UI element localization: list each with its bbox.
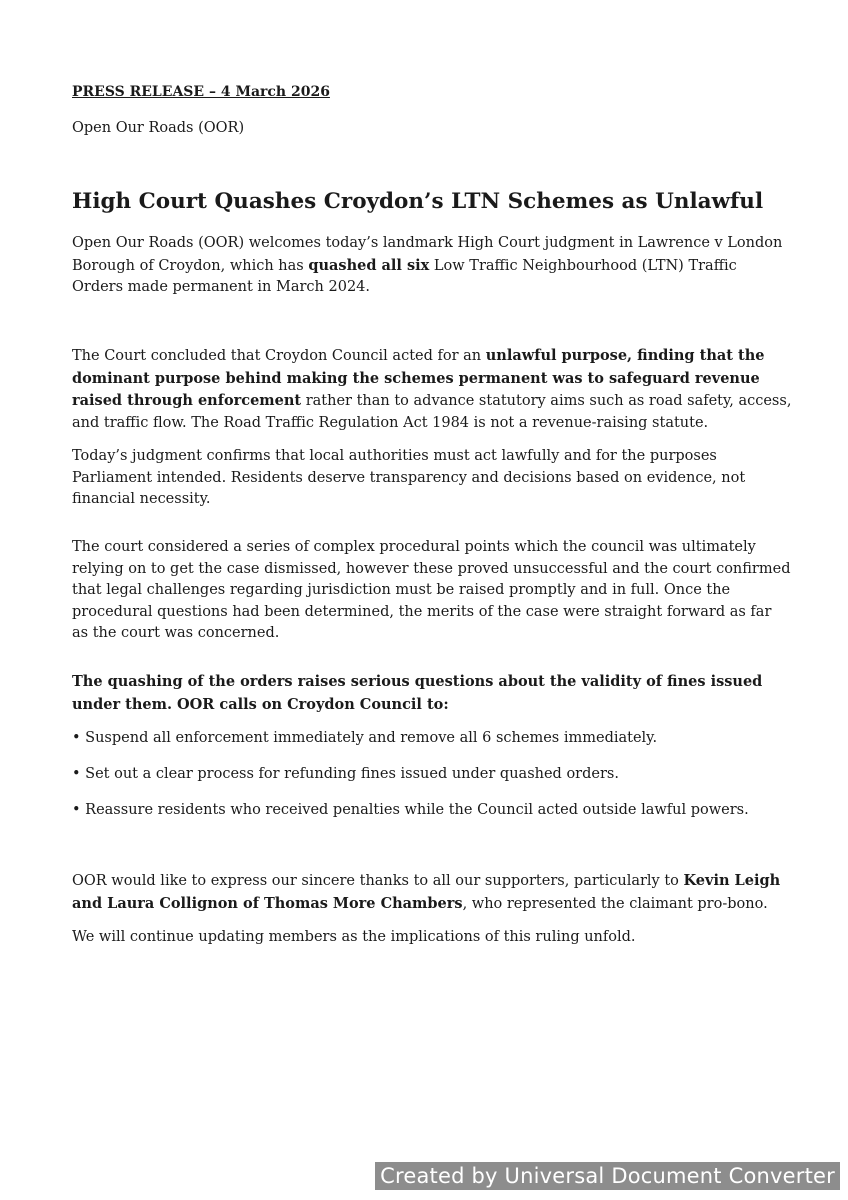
organisation-name: Open Our Roads (OOR) (72, 120, 245, 136)
thanks-paragraph (72, 870, 792, 915)
converter-watermark: Created by Universal Document Converter (375, 1162, 840, 1190)
calls-on-council-paragraph (72, 671, 792, 716)
procedural-points-paragraph: The court considered a series of complex procedural points which the council was ultimately relying on to get the case dismissed, however these proved unsuccessful and the court confirmed that legal challenges regarding jurisdiction must be raised promptly and in full. Once the procedural questions had been determined, the merits of the case were straight forward as far as the court was concerned. (72, 539, 791, 641)
conclusion-text-b: rather than to advance statutory aims such as road safety, access, and traffic flow. The Road Traffic Regulation Act 1984 is not a revenue-raising statute. (72, 393, 792, 431)
thanks-text-bold: Kevin Leigh and Laura Collignon of Thomas More Chambers (72, 872, 781, 912)
conclusion-text-bold: unlawful purpose, finding that the dominant purpose behind making the schemes permanent was to safeguard revenue raised through enforcement (72, 347, 765, 409)
closing-paragraph: We will continue updating members as the implications of this ruling unfold. (72, 929, 636, 945)
intro-text-b: Low Traffic Neighbourhood (LTN) Traffic Orders made permanent in March 2024. (72, 257, 737, 295)
court-conclusion-paragraph (72, 345, 792, 434)
intro-paragraph (72, 233, 792, 299)
judgment-confirms-paragraph: Today’s judgment confirms that local authorities must act lawfully and for the purposes Parliament intended. Residents deserve transparency and decisions based on evidence, not financial necessity. (72, 448, 746, 507)
press-release-date: PRESS RELEASE – 4 March 2026 (72, 84, 330, 100)
intro-text-a: Open Our Roads (OOR) welcomes today’s landmark High Court judgment in Lawrence v London Borough of Croydon, which has (72, 235, 783, 274)
thanks-text-b: , who represented the claimant pro-bono. (462, 895, 768, 912)
conclusion-text-a: The Court concluded that Croydon Council acted for an (72, 348, 486, 364)
bullet-item: • Reassure residents who received penalties while the Council acted outside lawful powers. (72, 802, 749, 818)
bullet-item: • Set out a clear process for refunding fines issued under quashed orders. (72, 766, 619, 782)
thanks-text-a: OOR would like to express our sincere thanks to all our supporters, particularly to (72, 873, 684, 889)
calls-on-council-text: The quashing of the orders raises serious questions about the validity of fines issued under them. OOR calls on Croydon Council to: (72, 673, 763, 713)
intro-text-bold: quashed all six (308, 256, 430, 274)
headline: High Court Quashes Croydon’s LTN Schemes as Unlawful (72, 189, 764, 214)
bullet-item: • Suspend all enforcement immediately and remove all 6 schemes immediately. (72, 730, 658, 746)
